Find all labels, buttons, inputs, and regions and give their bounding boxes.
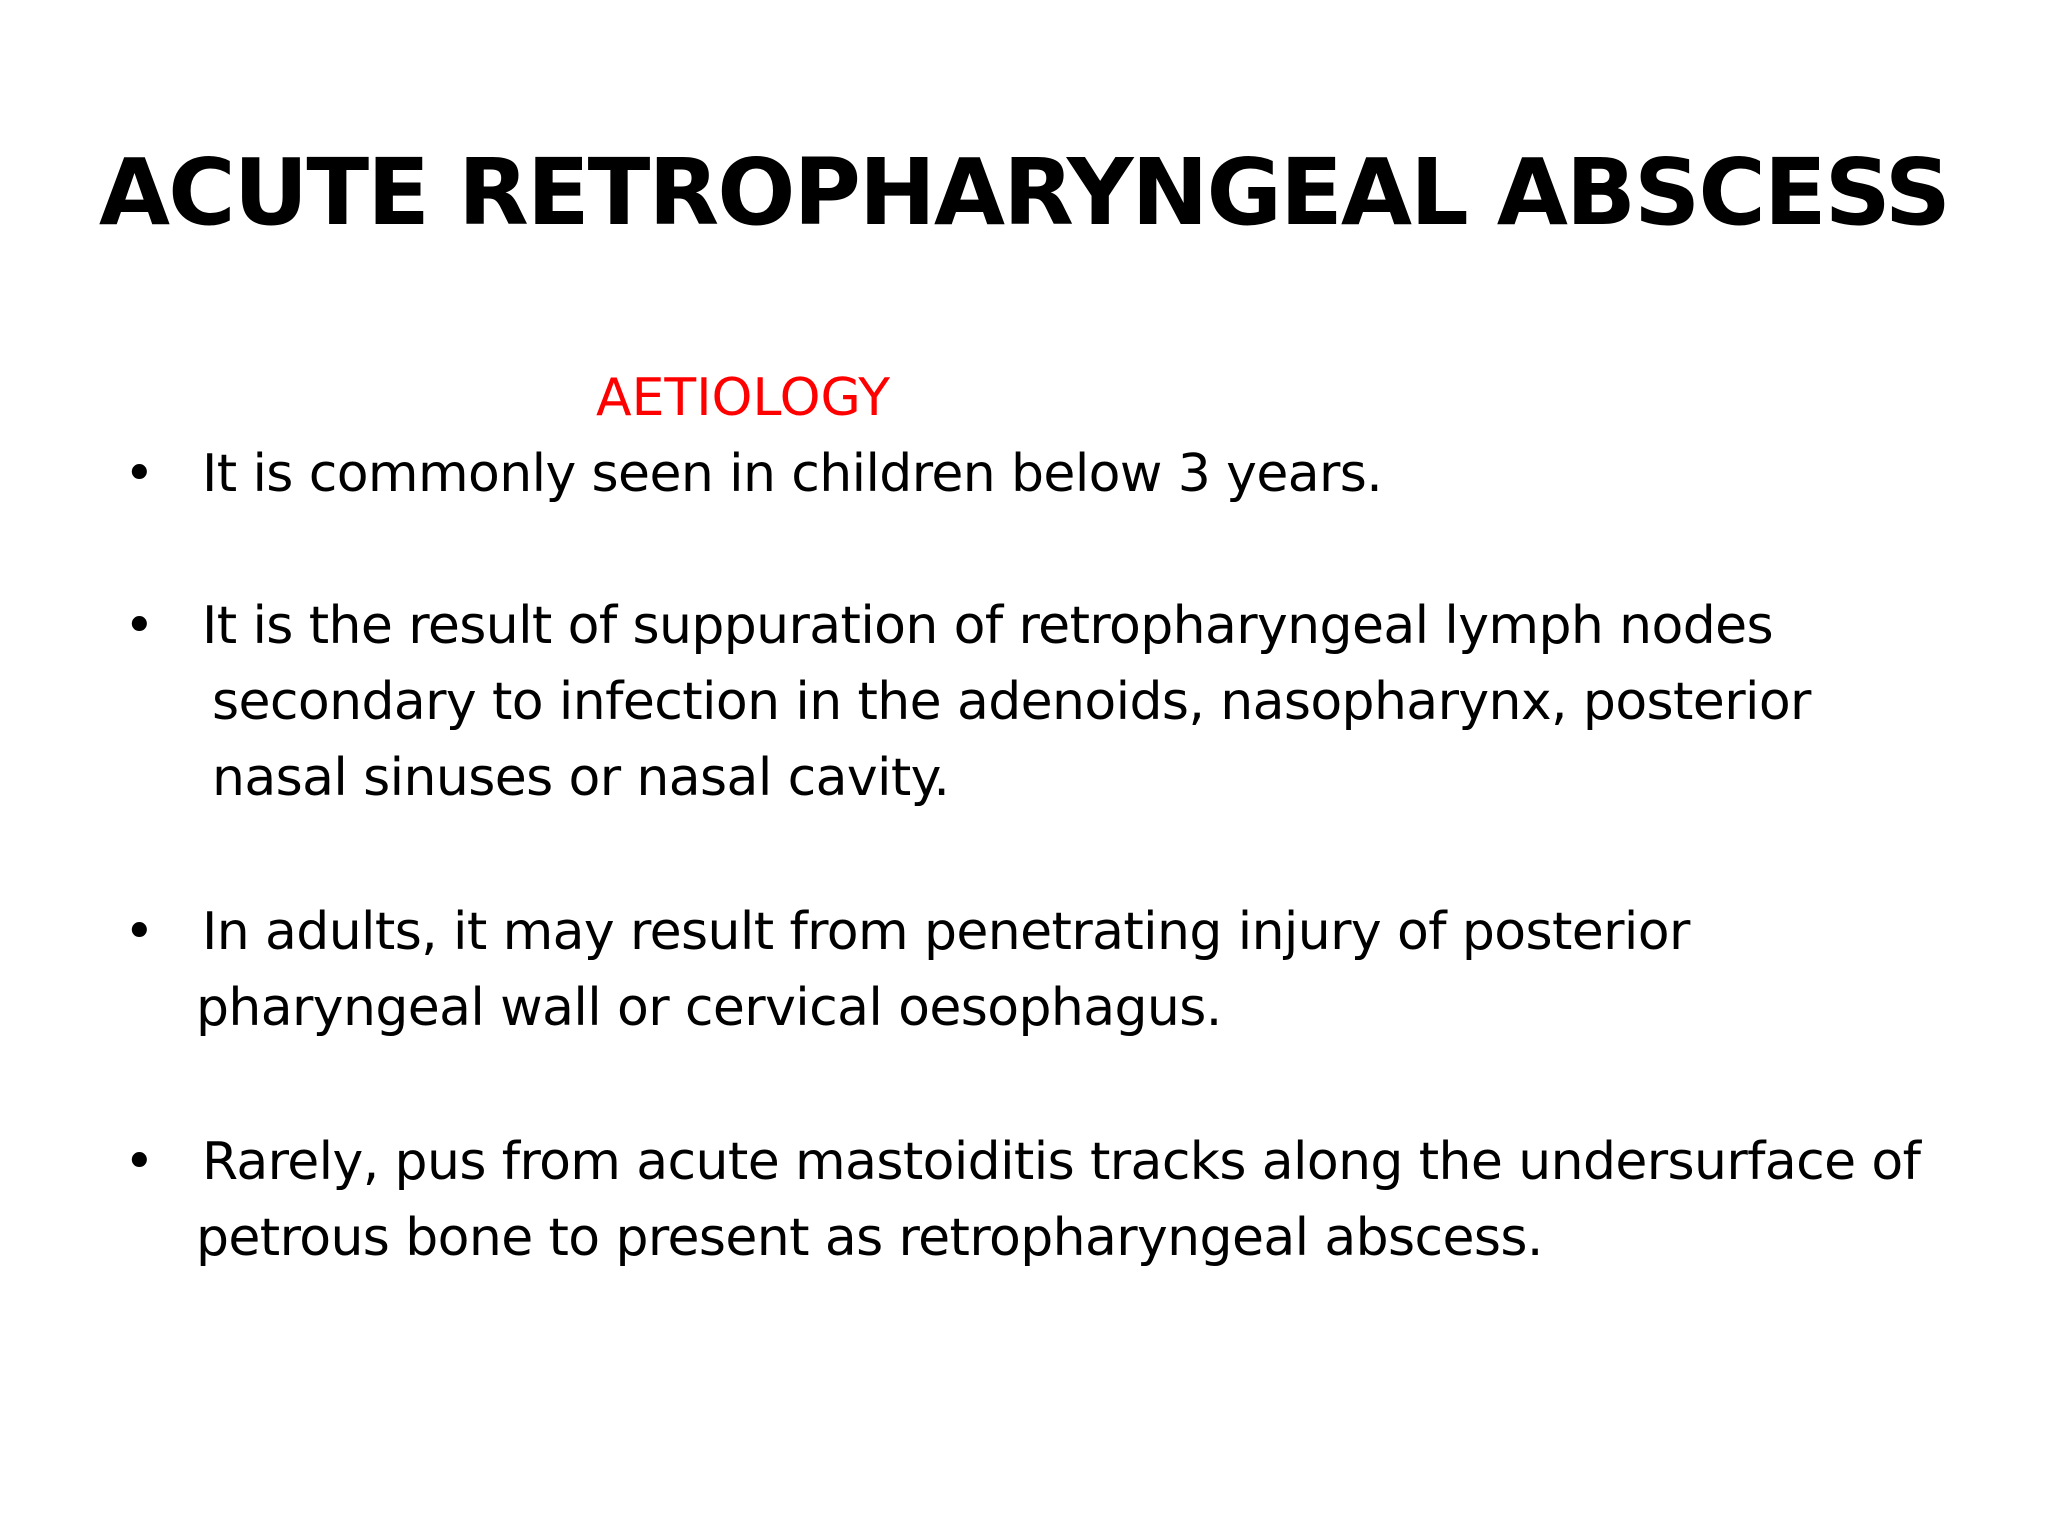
bullet-icon: • [124,902,155,962]
bullet-3-line-2: pharyngeal wall or cervical oesophagus. [196,978,1222,1038]
bullet-2-line-3: nasal sinuses or nasal cavity. [212,748,950,808]
bullet-4-line-1: Rarely, pus from acute mastoiditis tracks along the undersurface of [202,1132,1921,1192]
bullet-3-line-1: In adults, it may result from penetrating injury of posterior [202,902,1690,962]
section-heading-aetiology: AETIOLOGY [596,368,890,428]
bullet-icon: • [124,444,155,504]
bullet-icon: • [124,596,155,656]
bullet-4-line-2: petrous bone to present as retropharyngeal abscess. [196,1208,1543,1268]
bullet-icon: • [124,1132,155,1192]
bullet-1-line-1: It is commonly seen in children below 3 years. [202,444,1383,504]
bullet-2-line-1: It is the result of suppuration of retropharyngeal lymph nodes [202,596,1774,656]
slide-title: ACUTE RETROPHARYNGEAL ABSCESS [98,139,1950,246]
bullet-2-line-2: secondary to infection in the adenoids, nasopharynx, posterior [212,672,1811,732]
